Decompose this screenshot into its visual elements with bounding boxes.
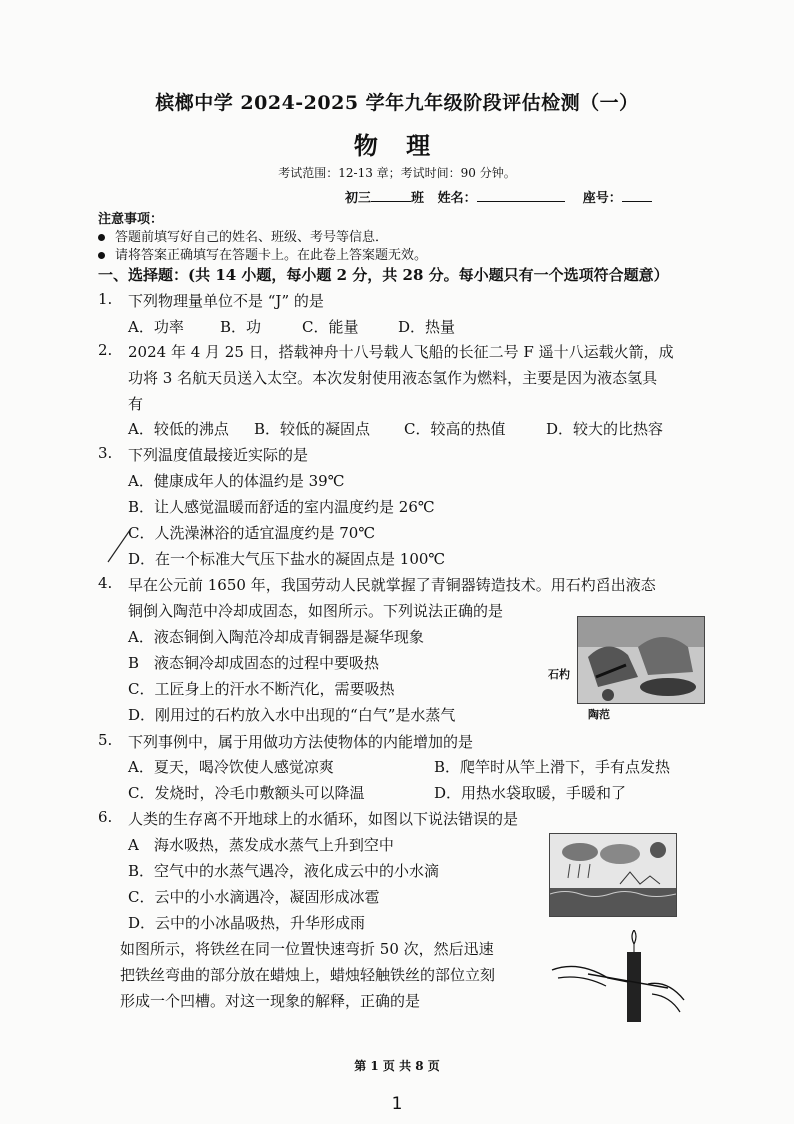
- option: D．云中的小冰晶吸热，升华形成雨: [128, 914, 366, 932]
- option: A 海水吸热，蒸发成水蒸气上升到空中: [128, 836, 394, 854]
- note-item: 答题前填写好自己的姓名、班级、考号等信息．: [98, 226, 388, 245]
- bullet-icon: [98, 252, 105, 259]
- option: C．较高的热值: [404, 420, 506, 438]
- option: B 液态铜冷却成固态的过程中要吸热: [128, 654, 380, 672]
- option: B．功: [220, 318, 262, 336]
- option: B．较低的凝固点: [254, 420, 371, 438]
- question-text: 2024 年 4 月 25 日，搭载神舟十八号载人飞船的长征二号 F 遥十八运载火箭，成: [128, 343, 674, 361]
- student-info-line: [345, 187, 652, 206]
- option: D．较大的比热容: [546, 420, 664, 438]
- option: A．较低的沸点: [128, 420, 229, 438]
- bullet-icon: [98, 234, 105, 241]
- class-blank[interactable]: [371, 189, 411, 202]
- question-text: 把铁丝弯曲的部分放在蜡烛上，蜡烛轻触铁丝的部位立刻: [120, 966, 496, 984]
- candle-icon: [627, 952, 641, 1022]
- class-prefix: 初三: [345, 191, 372, 206]
- question-text: 人类的生存离不开地球上的水循环，如图以下说法错误的是: [128, 810, 519, 828]
- page-number: 1: [391, 1094, 403, 1114]
- notes-title: 注意事项：: [98, 212, 164, 227]
- bronze-casting-illustration: [578, 617, 704, 703]
- question-text: 如图所示，将铁丝在同一位置快速弯折 50 次，然后迅速: [120, 940, 494, 958]
- question-text: 形成一个凹槽。对这一现象的解释，正确的是: [120, 992, 421, 1010]
- class-suffix: 班: [411, 191, 425, 206]
- note-item: 请将答案正确填写在答题卡上。在此卷上答案题无效。: [98, 244, 427, 263]
- question-number: 1.: [98, 290, 113, 308]
- option: C．发烧时，冷毛巾敷额头可以降温: [128, 784, 365, 802]
- option-row: [128, 418, 663, 439]
- question-number: 5.: [98, 731, 113, 749]
- exam-info: 考试范围：12-13 章；考试时间：90 分钟。: [278, 166, 516, 180]
- option-row: [128, 316, 455, 337]
- pen-mark: [104, 524, 134, 564]
- option: D．刚用过的石杓放入水中出现的“白气”是水蒸气: [128, 706, 456, 724]
- question-number: 6.: [98, 808, 113, 826]
- option: A．夏天，喝冷饮使人感觉凉爽: [128, 758, 334, 776]
- question-text: 下列温度值最接近实际的是: [128, 446, 309, 464]
- option: B．爬竿时从竿上滑下，手有点发热: [434, 758, 671, 776]
- figure-label-mold: 陶范: [588, 708, 610, 721]
- option: D．热量: [398, 318, 456, 336]
- water-cycle-illustration: [550, 834, 676, 916]
- question-number: 2.: [98, 341, 113, 359]
- question-text: 下列事例中，属于用做功方法使物体的内能增加的是: [128, 733, 474, 751]
- question-text: 下列物理量单位不是 “J” 的是: [128, 292, 324, 310]
- subject-title: 物 理: [353, 131, 441, 160]
- page-footer: 第 1 页 共 8 页: [354, 1059, 440, 1073]
- option: A．健康成年人的体温约是 39℃: [128, 472, 345, 490]
- question-number: 3.: [98, 444, 113, 462]
- exam-title: 槟榔中学 2024-2025 学年九年级阶段评估检测（一）: [155, 92, 639, 114]
- option: D．用热水袋取暖，手暖和了: [434, 784, 627, 802]
- question-text: 早在公元前 1650 年，我国劳动人民就掌握了青铜器铸造技术。用石杓舀出液态: [128, 576, 656, 594]
- bronze-casting-figure: [577, 616, 705, 704]
- figure-label-spoon: 石杓: [548, 668, 570, 681]
- option-row: [128, 756, 670, 777]
- seat-label: 座号：: [582, 191, 622, 206]
- option: B．空气中的水蒸气遇冷，液化成云中的小水滴: [128, 862, 440, 880]
- name-blank[interactable]: [477, 189, 565, 202]
- seat-blank[interactable]: [622, 189, 652, 202]
- question-number: 4.: [98, 574, 113, 592]
- option: A．液态铜倒入陶范冷却成青铜器是凝华现象: [128, 628, 424, 646]
- option: D．在一个标准大气压下盐水的凝固点是 100℃: [128, 550, 446, 568]
- option: C．云中的小水滴遇冷，凝固形成冰雹: [128, 888, 380, 906]
- water-cycle-figure: [549, 833, 677, 917]
- section-heading: 一、选择题：(共 14 小题，每小题 2 分，共 28 分。每小题只有一个选项符合题意）: [98, 266, 669, 284]
- question-text: 功将 3 名航天员送入太空。本次发射使用液态氢作为燃料，主要是因为液态氢具: [128, 369, 658, 387]
- flame-icon: [632, 930, 636, 944]
- name-label: 姓名：: [437, 191, 477, 206]
- option: B．让人感觉温暖而舒适的室内温度约是 26℃: [128, 498, 435, 516]
- question-text: 有: [128, 395, 144, 413]
- question-text: 铜倒入陶范中冷却成固态，如图所示。下列说法正确的是: [128, 602, 504, 620]
- option: C．能量: [302, 318, 359, 336]
- option: C．人洗澡淋浴的适宜温度约是 70℃: [128, 524, 376, 542]
- option-row: [128, 782, 626, 803]
- option: A．功率: [128, 318, 184, 336]
- candle-wire-figure: [548, 930, 688, 1024]
- option: C．工匠身上的汗水不断汽化，需要吸热: [128, 680, 395, 698]
